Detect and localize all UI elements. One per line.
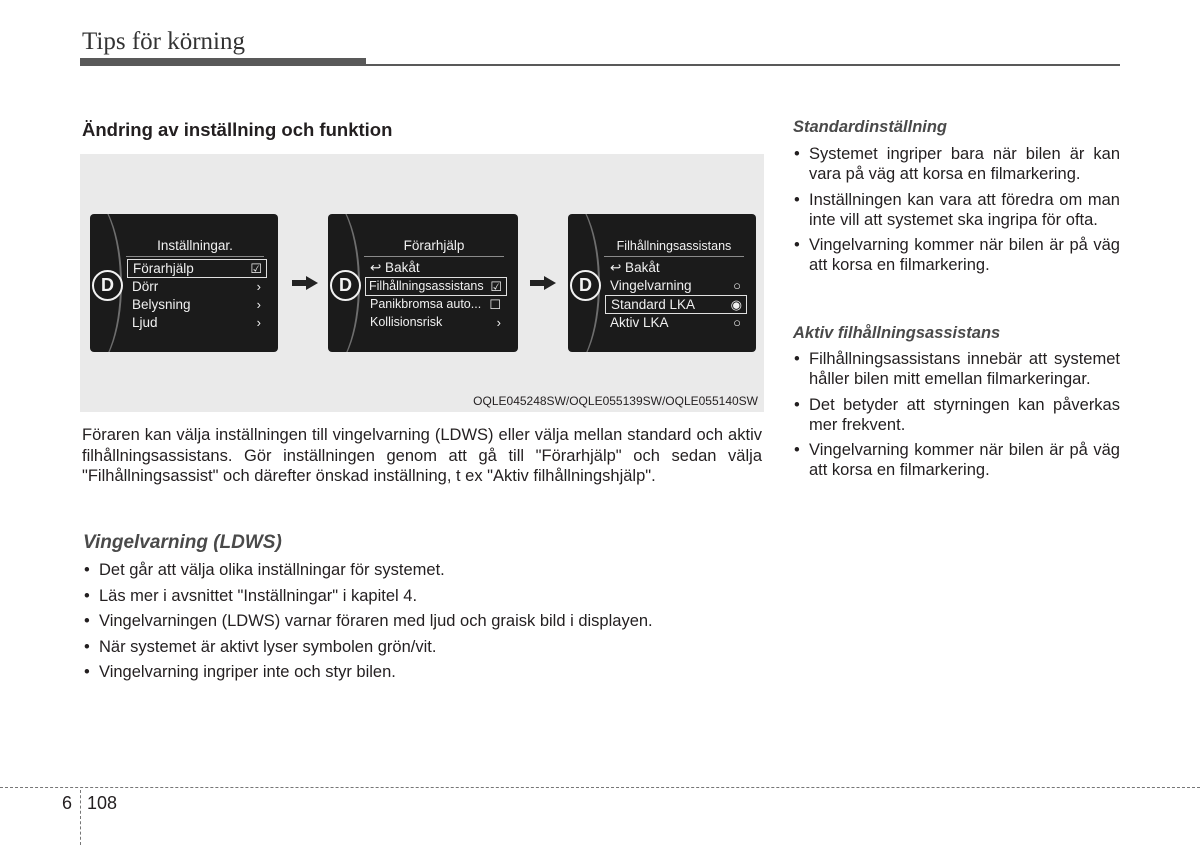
list-item: • När systemet är aktivt lyser symbolen grön/vit. xyxy=(82,637,762,657)
checkbox-checked-icon: ☑ xyxy=(250,261,262,276)
header-rule-thin xyxy=(80,64,1120,66)
menu-title: Filhållningsassistans xyxy=(604,236,744,257)
drive-mode-icon: D xyxy=(92,270,123,301)
list-item: • Det går att välja olika inställningar för systemet. xyxy=(82,560,762,580)
menu-item xyxy=(365,314,505,331)
ldws-heading: Vingelvarning (LDWS) xyxy=(83,532,282,553)
menu-item-label: Ljud xyxy=(132,315,158,330)
menu-item-selected xyxy=(127,259,267,278)
menu-item-label: ↩ Bakåt xyxy=(610,260,660,275)
cluster-screen-lane-keeping xyxy=(568,214,756,352)
section-heading: Ändring av inställning och funktion xyxy=(82,119,393,140)
chevron-right-icon: › xyxy=(256,297,261,312)
menu-item xyxy=(127,296,265,313)
ldws-bullet-list xyxy=(82,560,762,688)
menu-title: Inställningar. xyxy=(126,236,264,257)
list-item: • Inställningen kan vara att föredra om man inte vill att systemet ska ingripa för ofta. xyxy=(792,190,1120,230)
chevron-right-icon: › xyxy=(496,315,501,330)
menu-item-label: Aktiv LKA xyxy=(610,315,669,330)
menu-item-back xyxy=(605,259,745,276)
radio-empty-icon: ○ xyxy=(733,278,741,293)
list-item: • Vingelvarning ingriper inte och styr bilen. xyxy=(82,662,762,682)
cluster-screen-settings xyxy=(90,214,278,352)
menu-item xyxy=(127,314,265,331)
list-item: • Det betyder att styrningen kan påverkas mer frekvent. xyxy=(792,395,1120,435)
chevron-right-icon: › xyxy=(256,279,261,294)
arrow-right-icon xyxy=(292,276,318,290)
radio-selected-icon: ◉ xyxy=(730,297,742,312)
list-item: • Systemet ingriper bara när bilen är kan vara på väg att korsa en filmarkering. xyxy=(792,144,1120,184)
active-bullet-list xyxy=(792,349,1120,486)
footer-vertical-divider xyxy=(80,790,81,845)
menu-item-label: Filhållningsassistans xyxy=(369,279,484,293)
checkbox-empty-icon: ☐ xyxy=(489,297,501,312)
menu-item-label: Förarhjälp xyxy=(133,261,194,276)
active-heading: Aktiv filhållningsassistans xyxy=(793,324,1001,342)
cluster-screen-driver-assist xyxy=(328,214,518,352)
page-header-title: Tips för körning xyxy=(82,28,245,55)
menu-title: Förarhjälp xyxy=(364,236,504,257)
menu-item-label: Panikbromsa auto... xyxy=(370,297,482,311)
settings-figure xyxy=(80,154,764,412)
list-item: • Vingelvarningen (LDWS) varnar föraren med ljud och graisk bild i displayen. xyxy=(82,611,762,631)
standard-heading: Standardinställning xyxy=(793,118,948,136)
menu-item xyxy=(605,314,745,331)
menu-item-label: Dörr xyxy=(132,279,159,294)
standard-bullet-list xyxy=(792,144,1120,281)
menu-item-label: Belysning xyxy=(132,297,191,312)
menu-item xyxy=(605,277,745,294)
footer-divider xyxy=(0,787,1200,788)
menu-item-label: Vingelvarning xyxy=(610,278,692,293)
list-item: • Vingelvarning kommer när bilen är på väg att korsa en filmarkering. xyxy=(792,235,1120,275)
drive-mode-icon: D xyxy=(570,270,601,301)
menu-item-back xyxy=(365,259,505,276)
radio-empty-icon: ○ xyxy=(733,315,741,330)
arrow-right-icon xyxy=(530,276,556,290)
intro-paragraph: Föraren kan välja inställningen till vingelvarning (LDWS) eller välja mellan standard och aktiv filhållningsassistans. Gör inställningen genom att gå till "Förarhjälp" och sedan välja "Filhållningsassist" och därefter önskad inställning, t ex "Aktiv filhållningshjälp". xyxy=(82,426,762,485)
menu-item-selected xyxy=(365,277,507,296)
page-number: 108 xyxy=(87,793,118,813)
menu-item xyxy=(127,278,265,295)
list-item: • Vingelvarning kommer när bilen är på väg att korsa en filmarkering. xyxy=(792,440,1120,480)
menu-item xyxy=(365,296,505,313)
drive-mode-icon: D xyxy=(330,270,361,301)
menu-item-label: Standard LKA xyxy=(611,297,696,312)
figure-code: OQLE045248SW/OQLE055139SW/OQLE055140SW xyxy=(473,394,758,408)
chapter-number: 6 xyxy=(62,793,73,813)
checkbox-checked-icon: ☑ xyxy=(490,279,502,294)
chevron-right-icon: › xyxy=(256,315,261,330)
menu-item-label: Kollisionsrisk xyxy=(370,315,443,329)
menu-item-label: ↩ Bakåt xyxy=(370,260,420,275)
list-item: • Filhållningsassistans innebär att systemet håller bilen mitt emellan filmarkeringar. xyxy=(792,349,1120,389)
list-item: • Läs mer i avsnittet "Inställningar" i kapitel 4. xyxy=(82,586,762,606)
menu-item-selected xyxy=(605,295,747,314)
